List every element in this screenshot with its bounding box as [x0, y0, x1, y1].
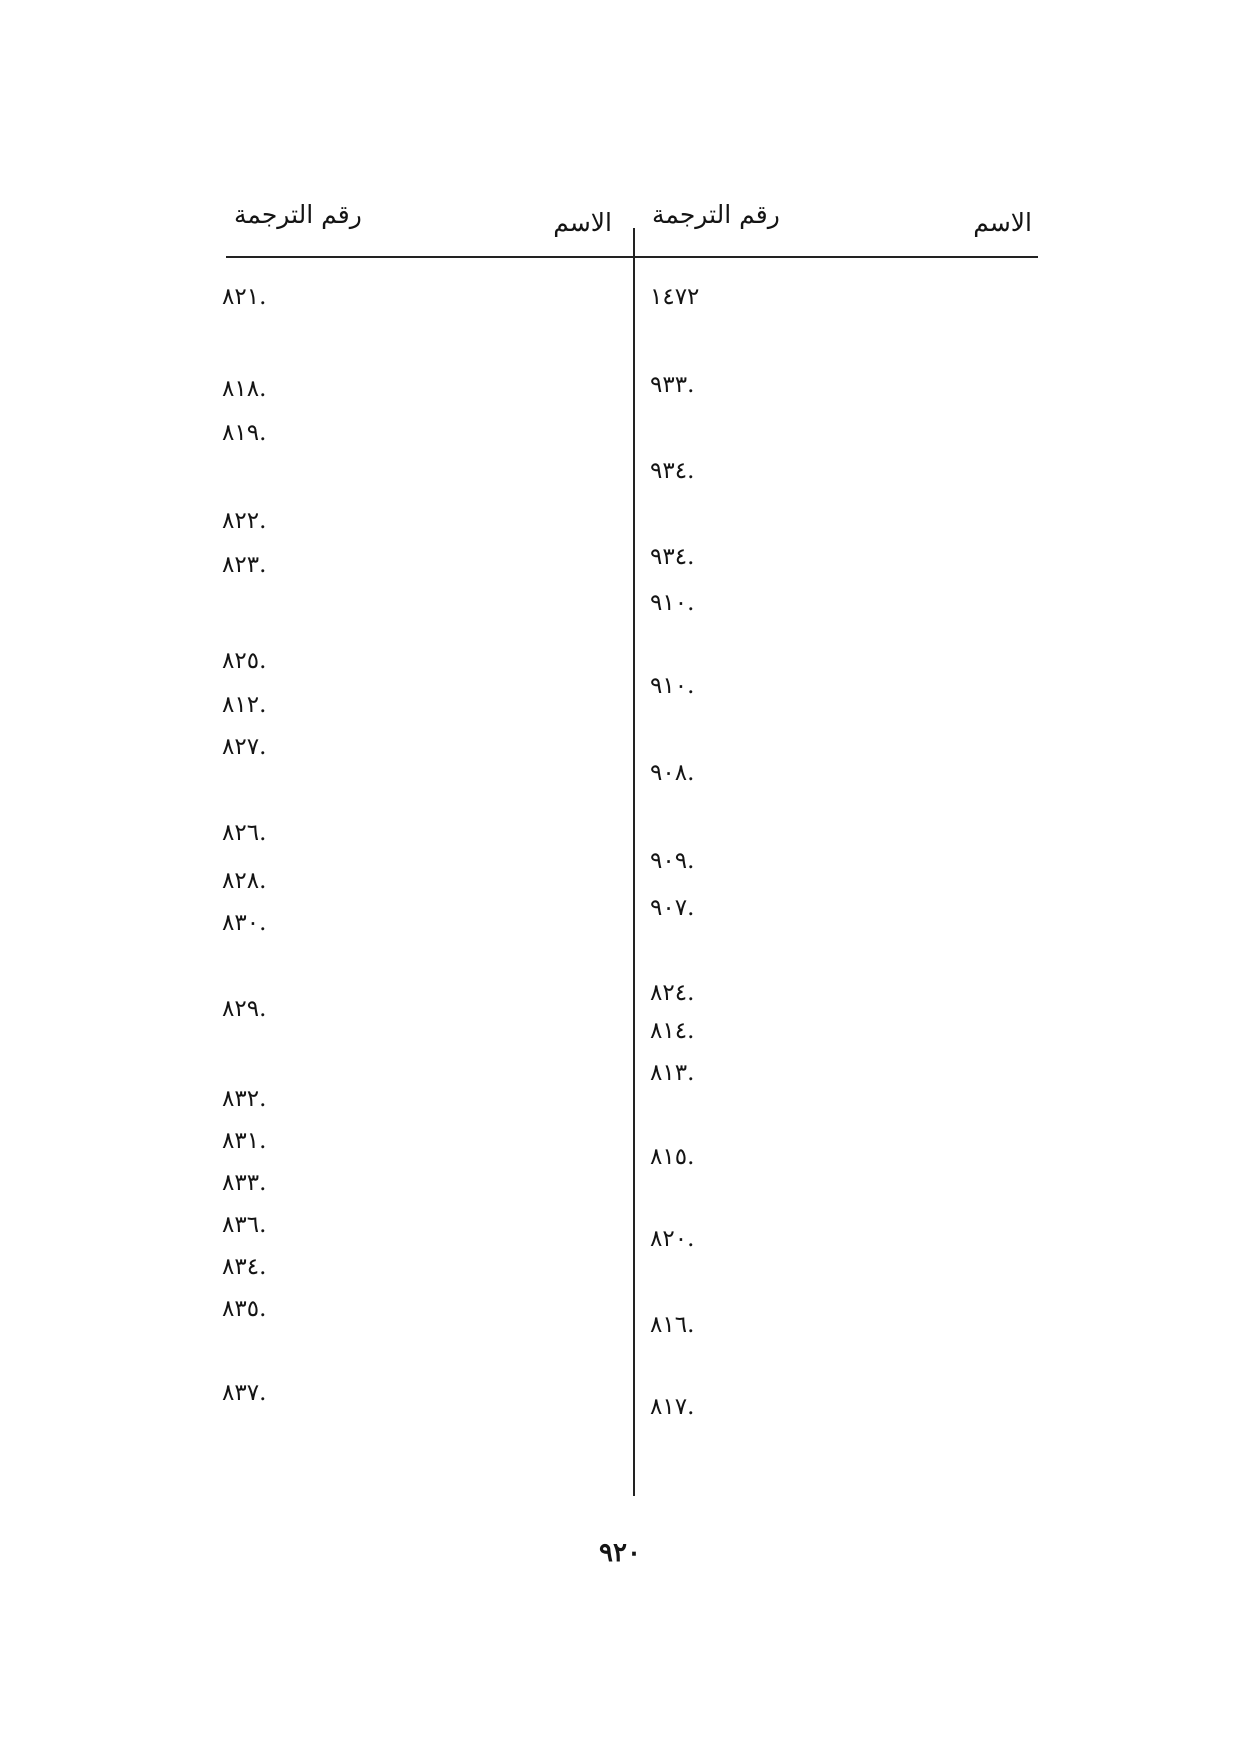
entry-number: ٨٢٨.: [222, 868, 267, 894]
entry-number: ٩١٠.: [650, 673, 695, 699]
entry-number: ٩٣٤.: [650, 544, 695, 570]
entry-number: ٨٢٩.: [222, 996, 267, 1022]
entry-number: ٩٣٤.: [650, 458, 695, 484]
entry-number: ٨٣٠.: [222, 910, 267, 936]
entry-number: ٨٣٤.: [222, 1254, 267, 1280]
right-name-header: الاسم: [973, 208, 1032, 237]
entry-number: ٨٣٧.: [222, 1380, 267, 1406]
page-number: ٩٢٠: [599, 1538, 641, 1568]
entry-number: ٨١٦.: [650, 1312, 695, 1338]
entry-number: ٨١٧.: [650, 1394, 695, 1420]
entry-number: ٨٢٦.: [222, 820, 267, 846]
entry-number: ٨٢٤.: [650, 980, 695, 1006]
entry-number: ٩٠٩.: [650, 848, 695, 874]
entry-number: ٨٣٢.: [222, 1086, 267, 1112]
entry-number: ٩٠٨.: [650, 760, 695, 786]
entry-number: ٨٣١.: [222, 1128, 267, 1154]
entry-number: ٨٣٦.: [222, 1212, 267, 1238]
entry-number: ٨٢٥.: [222, 648, 267, 674]
entry-number: ٩٠٧.: [650, 895, 695, 921]
entry-number: ٨٢٠.: [650, 1226, 695, 1252]
right-number-header: رقم الترجمة: [652, 200, 780, 229]
entry-number: ٨٣٥.: [222, 1296, 267, 1322]
left-name-header: الاسم: [553, 208, 612, 237]
entry-number: ٨١٥.: [650, 1144, 695, 1170]
entry-number: ٨٢٢.: [222, 508, 267, 534]
left-number-header: رقم الترجمة: [234, 200, 362, 229]
entry-number: ١٤٧٢: [650, 284, 700, 310]
entry-number: ٨١٨.: [222, 376, 267, 402]
entry-number: ٨٣٣.: [222, 1170, 267, 1196]
entry-number: ٨١٢.: [222, 692, 267, 718]
column-divider: [633, 228, 635, 1496]
entry-number: ٨٢١.: [222, 284, 267, 310]
entry-number: ٨٢٧.: [222, 734, 267, 760]
entry-number: ٩٣٣.: [650, 372, 695, 398]
entry-number: ٩١٠.: [650, 590, 695, 616]
entry-number: ٨٢٣.: [222, 552, 267, 578]
entry-number: ٨١٣.: [650, 1060, 695, 1086]
entry-number: ٨١٩.: [222, 420, 267, 446]
entry-number: ٨١٤.: [650, 1018, 695, 1044]
header-rule: [226, 256, 1038, 258]
